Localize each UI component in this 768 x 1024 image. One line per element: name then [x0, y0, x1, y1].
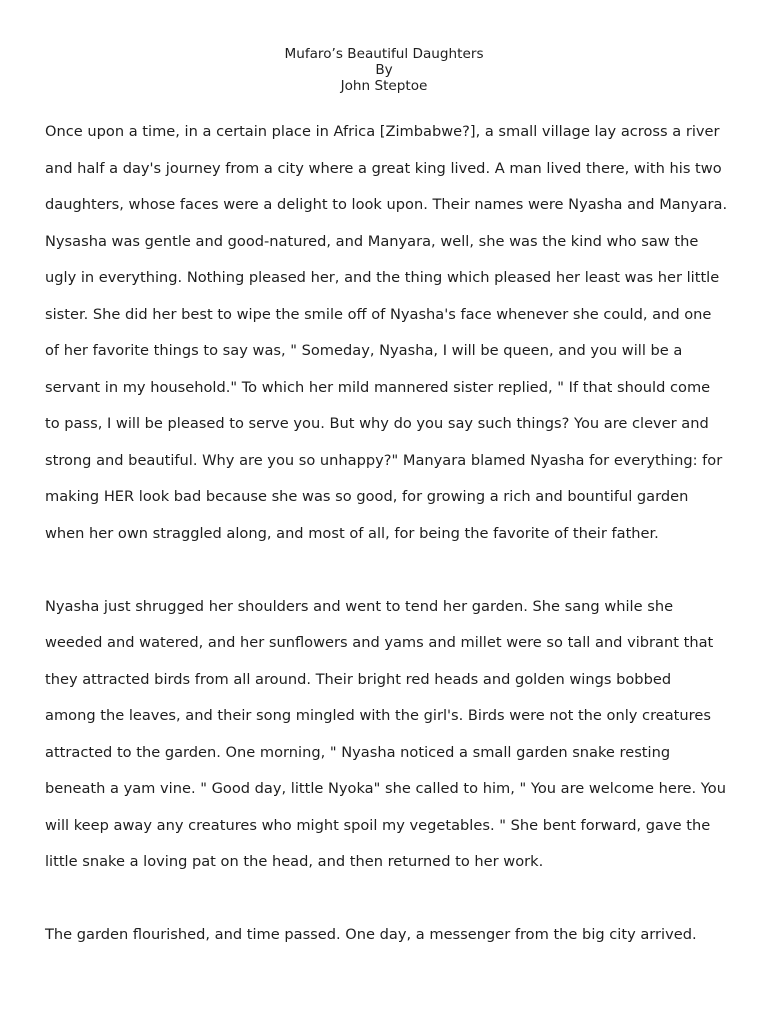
paragraph-1-line: and half a day's journey from a city where a great king lived. A man lived there, with his two: [45, 159, 722, 177]
paragraph-1-line: to pass, I will be pleased to serve you. But why do you say such things? You are clever and: [45, 415, 709, 432]
paragraph-2-line: beneath a yam vine. " Good day, little Nyoka" she called to him, " You are welcome here. You: [45, 780, 726, 797]
document-title: Mufaro’s Beautiful Daughters: [284, 46, 484, 62]
paragraph-2-line: attracted to the garden. One morning, " Nyasha noticed a small garden snake resting: [45, 743, 671, 761]
paragraph-2-line: Nyasha just shrugged her shoulders and went to tend her garden. She sang while she: [45, 597, 674, 615]
paragraph-1-line: Once upon a time, in a certain place in Africa [Zimbabwe?], a small village lay across a river: [45, 123, 720, 140]
byline-label: By: [375, 62, 393, 78]
paragraph-2-line: they attracted birds from all around. Their bright red heads and golden wings bobbed: [45, 670, 672, 688]
paragraph-1-line: strong and beautiful. Why are you so unhappy?" Manyara blamed Nyasha for everything: for: [45, 451, 723, 469]
paragraph-1-line: of her favorite things to say was, " Someday, Nyasha, I will be queen, and you will be a: [45, 342, 683, 359]
paragraph-2-line: among the leaves, and their song mingled with the girl's. Birds were not the only creatures: [45, 707, 711, 724]
paragraph-1-line: daughters, whose faces were a delight to look upon. Their names were Nyasha and Manyara.: [45, 196, 728, 213]
paragraph-2-line: will keep away any creatures who might spoil my vegetables. " She bent forward, gave the: [45, 816, 711, 834]
paragraph-2-line: weeded and watered, and her sunflowers and yams and millet were so tall and vibrant that: [45, 634, 714, 651]
paragraph-1-line: Nysasha was gentle and good-natured, and Manyara, well, she was the kind who saw the: [45, 232, 699, 250]
document-header: [0, 46, 768, 94]
paragraph-2-line: little snake a loving pat on the head, and then returned to her work.: [45, 853, 544, 870]
paragraph-spacer: [45, 881, 735, 918]
paragraph-1-line: sister. She did her best to wipe the smile off of Nyasha's face whenever she could, and one: [45, 305, 712, 323]
story-body: [45, 114, 735, 954]
paragraph-1-line: when her own straggled along, and most of all, for being the favorite of their father.: [45, 524, 659, 542]
paragraph-spacer: [45, 552, 735, 589]
paragraph-3-line: The garden flourished, and time passed. One day, a messenger from the big city arrived.: [45, 926, 697, 943]
author-name: John Steptoe: [340, 78, 428, 94]
paragraph-1-line: servant in my household." To which her mild mannered sister replied, " If that should come: [45, 378, 711, 396]
paragraph-1-line: ugly in everything. Nothing pleased her, and the thing which pleased her least was her little: [45, 269, 720, 286]
paragraph-1-line: making HER look bad because she was so good, for growing a rich and bountiful garden: [45, 488, 689, 505]
